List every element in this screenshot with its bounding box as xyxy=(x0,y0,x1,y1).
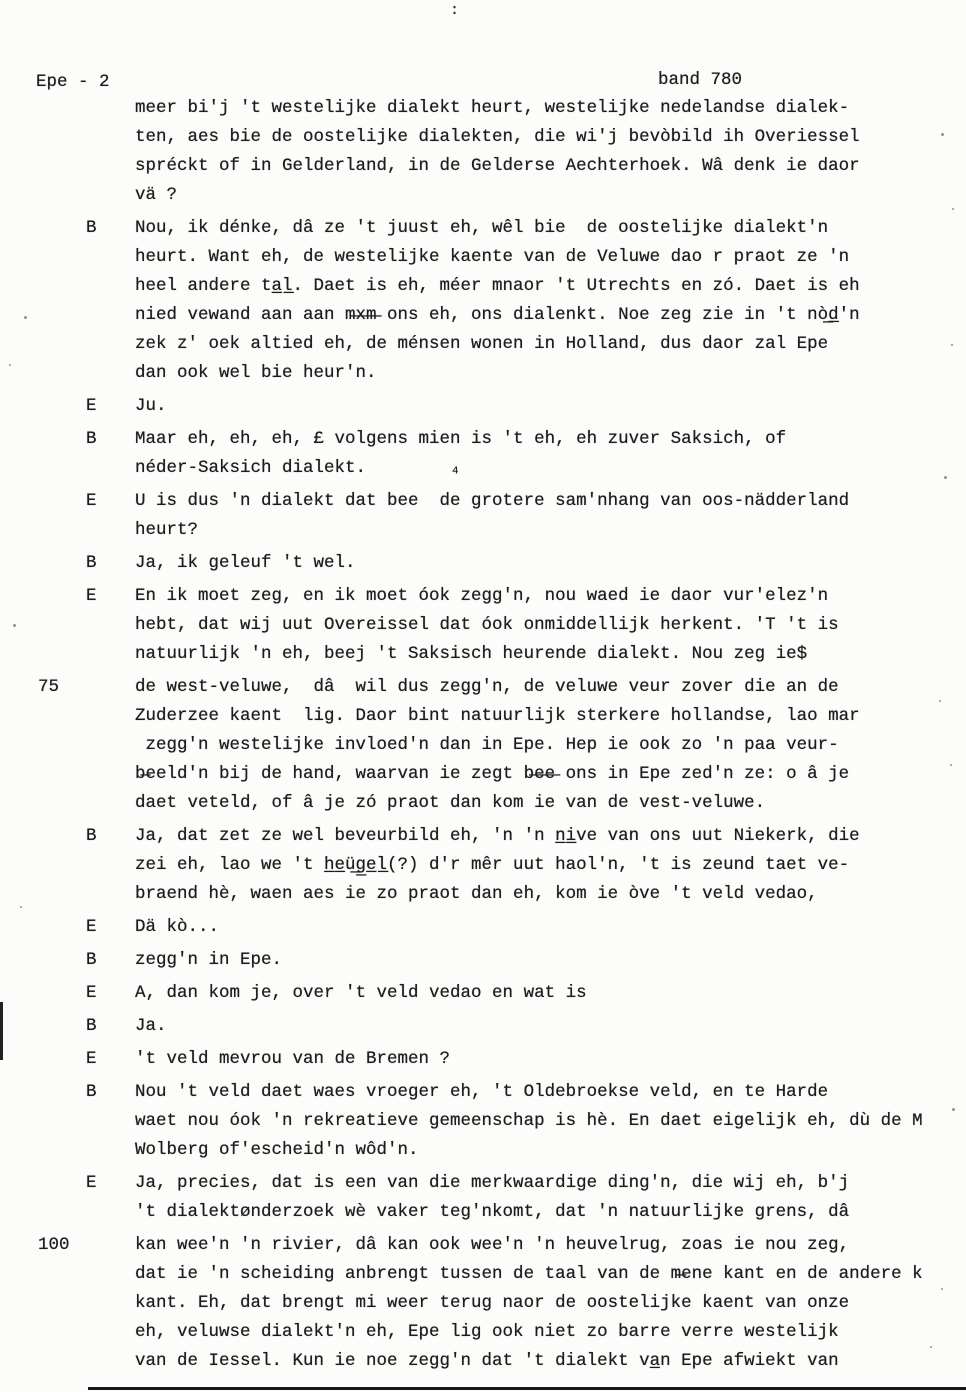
speaker-label: B xyxy=(86,553,97,573)
transcript-line xyxy=(0,1107,966,1136)
line-text: 't dialektønderzoek wè vaker teg'nkomt, dat 'n natuurlijke grens, dâ xyxy=(135,1202,850,1222)
line-text: A, dan kom je, over 't veld vedao en wat is xyxy=(135,983,587,1003)
transcript-line xyxy=(0,1012,966,1041)
transcript-line xyxy=(0,549,966,578)
transcript-line xyxy=(0,760,966,789)
transcript xyxy=(0,94,966,1376)
line-text: nied vewand aan aan m̶x̶m̶ ons eh, ons dialenkt. Noe zeg zie in 't nò̲d̲'n xyxy=(135,305,860,325)
line-text: natuurlijk 'n eh, beej 't Saksisch heurende dialekt. Nou zeg ie$ xyxy=(135,644,808,664)
line-text: daet veteld, of â je zó praot dan kom ie van de vest-veluwe. xyxy=(135,793,766,813)
speaker-label: E xyxy=(86,396,97,416)
transcript-line xyxy=(0,789,966,818)
transcript-line xyxy=(0,330,966,359)
scan-speckle xyxy=(952,208,954,210)
line-text: Dä kò... xyxy=(135,917,220,937)
line-text: dat ie 'n scheiding anbrengt tussen de taal van de m̶ene kant en de andere k xyxy=(135,1264,923,1284)
scan-edge-left xyxy=(0,1002,3,1060)
line-text: dan ook wel bie heur'n. xyxy=(135,363,377,383)
line-text: van de Iessel. Kun ie noe zegg'n dat 't dialekt va̲n Epe afwiekt van xyxy=(135,1351,839,1371)
line-text: kant. Eh, dat brengt mi weer terug naor de oostelijke kaent van onze xyxy=(135,1293,850,1313)
transcript-line xyxy=(0,673,966,702)
line-text: U is dus 'n dialekt dat bee de grotere sam'nhang van oos-nädderland xyxy=(135,491,850,511)
speaker-label: B xyxy=(86,1082,97,1102)
transcript-line xyxy=(0,1347,966,1376)
transcript-line xyxy=(0,359,966,388)
scan-speckle xyxy=(951,344,953,346)
speaker-label: E xyxy=(86,1173,97,1193)
transcript-line xyxy=(0,243,966,272)
transcript-line xyxy=(0,611,966,640)
speaker-label: E xyxy=(86,586,97,606)
transcript-line xyxy=(0,1136,966,1165)
line-text: zek z' oek altied eh, de ménsen wonen in Holland, dus daor zal Epe xyxy=(135,334,829,354)
speaker-label: B xyxy=(86,950,97,970)
scan-speckle xyxy=(941,1288,943,1290)
transcript-line xyxy=(0,181,966,210)
line-text: zegg'n westelijke invloed'n dan in Epe. Hep ie ook zo 'n paa veur- xyxy=(135,735,839,755)
transcript-line xyxy=(0,272,966,301)
transcript-line xyxy=(0,822,966,851)
line-text: hebt, dat wij uut Overeissel dat óok onmiddellijk herkent. 'T 't is xyxy=(135,615,839,635)
line-text: Nou, ik dénke, dâ ze 't juust eh, wêl bie de oostelijke dialekt'n xyxy=(135,218,829,238)
scan-speckle xyxy=(930,1346,932,1348)
transcript-line xyxy=(0,731,966,760)
line-text: ten, aes bie de oostelijke dialekten, die wi'j bevòbild ih Overiessel xyxy=(135,127,860,147)
transcript-line xyxy=(0,880,966,909)
line-text: néder-Saksich dialekt. ₄ xyxy=(135,458,461,478)
scan-speckle xyxy=(941,133,944,136)
transcript-line xyxy=(0,1318,966,1347)
scan-speckle xyxy=(13,624,16,627)
line-text: Ja, ik geleuf 't wel. xyxy=(135,553,356,573)
transcript-line xyxy=(0,123,966,152)
scan-speckle xyxy=(939,700,941,702)
transcript-line xyxy=(0,1169,966,1198)
transcript-line xyxy=(0,1045,966,1074)
line-text: Ja. xyxy=(135,1016,167,1036)
transcript-line xyxy=(0,454,966,483)
transcript-line xyxy=(0,152,966,181)
scan-artifact-mark: : xyxy=(450,2,460,19)
line-text: zei eh, lao we 't h̲e̲ü̲g̲e̲l̲(?) d'r mêr uut haol'n, 't is zeund taet ve- xyxy=(135,855,850,875)
line-text: Zuderzee kaent lig. Daor bint natuurlijk sterkere hollandse, lao mar xyxy=(135,706,860,726)
transcript-line xyxy=(0,425,966,454)
line-text: heurt. Want eh, de westelijke kaente van de Veluwe dao r praot ze 'n xyxy=(135,247,850,267)
line-margin-number: 100 xyxy=(38,1235,70,1255)
transcript-line xyxy=(0,1078,966,1107)
speaker-label: B xyxy=(86,826,97,846)
line-text: eh, veluwse dialekt'n eh, Epe lig ook niet zo barre verre westelijk xyxy=(135,1322,839,1342)
line-text: kan wee'n 'n rivier, dâ kan ook wee'n 'n heuvelrug, zoas ie nou zeg, xyxy=(135,1235,850,1255)
transcript-line xyxy=(0,1231,966,1260)
line-text: vä ? xyxy=(135,185,178,205)
transcript-line xyxy=(0,582,966,611)
transcript-line xyxy=(0,979,966,1008)
speaker-label: E xyxy=(86,917,97,937)
transcript-line xyxy=(0,946,966,975)
transcript-line xyxy=(0,702,966,731)
scan-speckle xyxy=(20,906,22,908)
line-text: Ja, dat zet ze wel beveurbild eh, 'n 'n n̲i̲ve van ons uut Niekerk, die xyxy=(135,826,860,846)
transcript-line xyxy=(0,1198,966,1227)
line-text: braend hè, waen aes ie zo praot dan eh, kom ie òve 't veld vedao, xyxy=(135,884,818,904)
speaker-label: E xyxy=(86,1049,97,1069)
line-text: b̶eeld'n bij de hand, waarvan ie zegt b̶e̶e̶ ons in Epe zed'n ze: o â je xyxy=(135,764,850,784)
band-label: band 780 xyxy=(658,70,743,90)
line-margin-number: 75 xyxy=(38,677,60,697)
transcript-line xyxy=(0,392,966,421)
line-text: Maar eh, eh, eh, £ volgens mien is 't eh, eh zuver Saksich, of xyxy=(135,429,787,449)
transcript-line xyxy=(0,516,966,545)
transcript-line xyxy=(0,913,966,942)
scan-speckle xyxy=(944,476,947,479)
scan-edge-bottom xyxy=(88,1387,966,1390)
transcript-line xyxy=(0,1289,966,1318)
line-text: 't veld mevrou van de Bremen ? xyxy=(135,1049,451,1069)
speaker-label: B xyxy=(86,1016,97,1036)
line-text: Ju. xyxy=(135,396,167,416)
line-text: waet nou óok 'n rekreatieve gemeenschap is hè. En daet eigelijk eh, dù de M xyxy=(135,1111,923,1131)
line-text: heurt? xyxy=(135,520,199,540)
speaker-label: B xyxy=(86,429,97,449)
scan-speckle xyxy=(24,316,27,319)
scan-speckle xyxy=(952,1108,955,1111)
line-text: heel andere ta̲l̲. Daet is eh, méer mnaor 't Utrechts en zó. Daet is eh xyxy=(135,276,860,296)
speaker-label: E xyxy=(86,983,97,1003)
transcript-line xyxy=(0,94,966,123)
line-text: zegg'n in Epe. xyxy=(135,950,283,970)
line-text: Wolberg of'escheid'n wôd'n. xyxy=(135,1140,419,1160)
transcript-line xyxy=(0,214,966,243)
speaker-label: E xyxy=(86,491,97,511)
line-text: Nou 't veld daet waes vroeger eh, 't Oldebroekse veld, en te Harde xyxy=(135,1082,829,1102)
scan-speckle xyxy=(950,764,952,766)
line-text: En ik moet zeg, en ik moet óok zegg'n, nou waed ie daor vur'elez'n xyxy=(135,586,829,606)
line-text: spréckt of in Gelderland, in de Gelderse Aechterhoek. Wâ denk ie daor xyxy=(135,156,860,176)
transcript-line xyxy=(0,1260,966,1289)
line-text: de west-veluwe, dâ wil dus zegg'n, de veluwe veur zover die an de xyxy=(135,677,839,697)
line-text: meer bi'j 't westelijke dialekt heurt, westelijke nedelandse dialek- xyxy=(135,98,850,118)
page-label: Epe - 2 xyxy=(36,72,110,92)
line-text: Ja, precies, dat is een van die merkwaardige ding'n, die wij eh, b'j xyxy=(135,1173,850,1193)
transcript-line xyxy=(0,487,966,516)
transcript-line xyxy=(0,640,966,669)
transcript-line xyxy=(0,301,966,330)
speaker-label: B xyxy=(86,218,97,238)
transcript-line xyxy=(0,851,966,880)
scan-speckle xyxy=(9,364,11,366)
